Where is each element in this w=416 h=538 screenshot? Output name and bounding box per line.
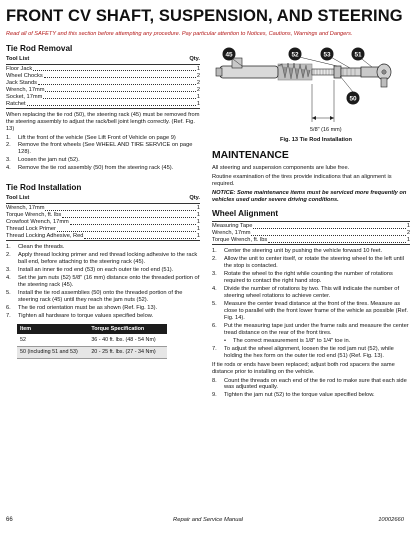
tool-name: Ratchet [6,100,26,107]
tool-list-label: Tool List [6,195,30,202]
step-item [212,378,410,392]
svg-text:45: 45 [225,51,233,59]
step-text: Install the tie rod assemblies (50) onto the threaded portion of the steering rack (45) until they reach the jam nuts (52). [18,289,183,303]
step-text: Measure the center tread distance at the front of the tires. Measure as close to parallel with the front lower frame of the vehicle as possible (Ref. Fig. 14). [224,300,408,321]
tool-name: Thread Lock Primer [6,226,56,233]
step-text: Center the steering unit by pushing the vehicle forward 10 feet. [224,248,383,255]
tool-row [6,87,200,94]
bullet-icon: • [224,337,226,344]
tool-row [212,237,410,244]
removal-tool-list [6,66,200,108]
tool-name: Jack Stands [6,79,37,86]
step-text: Rotate the wheel to the right while counting the number of rotations required to contact the right hand stop. [224,271,393,285]
torque-table [17,324,167,360]
step-number: 7. [6,312,11,319]
tool-qty: 1 [196,212,200,219]
callout-52 [289,48,302,61]
step-item [212,271,410,285]
step-item [6,290,200,304]
tie-rod-installation-section [6,183,200,359]
step-number: 4. [6,165,11,172]
qty-label: Qty. [189,195,200,202]
tool-row [6,80,200,87]
bullet-item [224,338,410,345]
tool-row [6,212,200,219]
page-number: 66 [6,517,13,523]
document-number: 10002660 [378,517,404,523]
tool-qty: 1 [196,100,200,107]
step-text: Loosen the jam nut (52). [18,157,80,164]
step-text: Tighten all hardware to torque values specified below. [18,312,154,319]
table-cell: 20 - 25 ft. lbs. (27 - 34 Nm) [88,346,167,359]
step-item [212,248,410,255]
wheel-alignment-heading: Wheel Alignment [212,209,279,219]
wheel-alignment-section [212,209,410,399]
step-number: 9. [212,392,217,399]
tool-qty: 1 [196,93,200,100]
manual-title: Repair and Service Manual [173,517,243,523]
step-number: 3. [212,271,217,278]
left-column [6,44,200,359]
tool-list-header [6,56,200,65]
tool-row [6,205,200,212]
svg-text:53: 53 [323,51,331,59]
step-item [212,301,410,322]
step-item [6,135,200,142]
qty-label: Qty. [189,56,200,62]
step-text: Set the jam nuts (52) 5/8" (16 mm) distance onto the threaded portion of the steering rack (45). [18,274,200,288]
step-number: 1. [6,244,11,251]
tool-row [6,226,200,233]
step-item [6,252,200,266]
step-text: The tie rod orientation must be as shown (Ref. Fig. 13). [18,304,158,311]
torque-header-item: Item [17,324,88,335]
tool-name: Crowfoot Wrench, 17mm [6,219,69,226]
svg-text:52: 52 [291,51,299,59]
tool-name: Socket, 17mm [6,93,43,100]
tool-list-header [6,195,200,204]
tool-row [6,66,200,73]
tool-name: Wheel Chocks [6,72,43,79]
step-text: Put the measuring tape just under the frame rails and measure the center tread distance on the rear of the front tires. [224,322,409,336]
maintenance-paragraph: All steering and suspension components are lube free. [212,164,350,171]
tool-row [6,101,200,108]
step-text: Remove the tie rod assembly (50) from the steering rack (45). [18,165,174,172]
step-number: 4. [6,274,11,281]
callout-45 [223,48,236,61]
tool-qty: 2 [196,72,200,79]
step-number: 5. [6,289,11,296]
step-number: 5. [212,300,217,307]
step-number: 6. [6,304,11,311]
step-text: Apply thread locking primer and red thread locking adhesive to the rack ball end, before attaching to the steering rack (45). [18,251,198,265]
dimension-indicator [312,80,334,122]
tool-row [212,223,410,230]
tool-row [6,94,200,101]
table-cell: 50 (including 51 and 53) [17,346,88,359]
step-number: 4. [212,286,217,293]
table-row [17,346,167,359]
step-text: Remove the front wheels (See WHEEL AND TIRE SERVICE on page 128). [18,142,193,156]
tool-qty: 1 [196,205,200,212]
tool-qty: 2 [406,230,410,237]
step-item [212,256,410,270]
tool-qty: 2 [196,86,200,93]
alignment-tool-list [212,223,410,244]
tool-row [212,230,410,237]
tool-name: Measuring Tape [212,223,253,230]
page-title: FRONT CV SHAFT, SUSPENSION, AND STEERING [6,7,403,25]
tool-qty: 1 [406,223,410,230]
tie-rod-installation-heading: Tie Rod Installation [6,183,82,193]
tool-name: Torque Wrench, ft. lbs [6,212,62,219]
tool-name: Wrench, 17mm [212,230,251,237]
step-item [6,275,200,289]
tool-name: Torque Wrench, ft. lbs [212,237,268,244]
step-item [212,323,410,337]
step-item [6,165,200,172]
tool-qty: 1 [196,219,200,226]
figure-caption: Fig. 13 Tie Rod Installation [280,137,352,143]
step-item [212,346,410,360]
step-number: 3. [6,157,11,164]
step-number: 1. [6,134,11,141]
step-text: Lift the front of the vehicle (See Lift Front of Vehicle on page 9) [18,134,176,141]
callout-53 [321,48,334,61]
tool-qty: 1 [196,226,200,233]
step-text: Allow the unit to center itself, or rotate the steering wheel to the left until the stop is contacted. [224,256,404,270]
tie-rod-removal-heading: Tie Rod Removal [6,44,73,53]
callout-50 [347,92,360,105]
tool-name: Wrench, 17mm [6,205,45,212]
step-number: 3. [6,266,11,273]
step-text: Clean the threads. [18,244,65,251]
tie-rod-figure [212,44,410,148]
table-cell: 36 - 40 ft. lbs. (48 - 54 Nm) [88,334,167,346]
tool-qty: 1 [196,65,200,72]
step-text: Divide the number of rotations by two. This will indicate the number of steering wheel rotations to achieve center. [224,286,400,300]
table-row [17,334,167,346]
inner-tie-rod-end-drawing [341,68,361,76]
bullet-text: The correct measurement is 1/8" to 1/4" toe in. [233,337,351,344]
torque-header-spec: Torque Specification [88,324,167,335]
callout-51 [352,48,365,61]
tool-name: Wrench, 17mm [6,86,45,93]
dimension-label: 5/8" (16 mm) [310,127,342,133]
tool-list-label: Tool List [6,56,30,62]
step-item [6,157,200,164]
step-number: 2. [6,251,11,258]
step-number: 6. [212,322,217,329]
tool-name: Thread Locking Adhesive, Red [6,233,84,240]
step-item [212,286,410,300]
step-item [6,305,200,312]
table-cell: 52 [17,334,88,346]
tie-rod-removal-section [6,44,200,172]
installation-tool-list [6,205,200,240]
step-item [212,392,410,399]
step-number: 8. [212,377,217,384]
step-text: Count the threads on each end of the tie rod to make sure that each side was adjusted equally. [224,377,407,391]
step-text: Install an inner tie rod end (53) on each outer tie rod end (51). [18,266,174,273]
step-number: 2. [212,256,217,263]
tool-qty: 1 [406,237,410,244]
maintenance-paragraph: Routine examination of the tires provide indications that an alignment is required. [212,173,392,187]
tool-qty: 2 [196,79,200,86]
maintenance-heading: MAINTENANCE [212,150,289,161]
step-item [6,142,200,156]
maintenance-notice: NOTICE: Some maintenance items must be serviced more frequently on vehicles used under severe driving conditions. [212,189,407,203]
safety-warning: Read all of SAFETY and this section before attempting any procedure. Pay particular attention to Notices, Cautions, Warnings and Dangers. [6,31,353,37]
step-text: Tighten the jam nut (52) to the torque value specified below. [224,392,375,399]
svg-text:51: 51 [354,51,362,59]
maintenance-section [212,150,410,203]
tool-row [6,73,200,80]
alignment-note: If tie rods or ends have been replaced; adjust both rod spacers the same distance prior to installing on the vehicle. [212,361,395,375]
tool-name: Floor Jack [6,65,33,72]
removal-intro: When replacing the tie rod (50), the steering rack (45) must be removed from the steering assembly to adjust the rack/bell joint length correctly. (Ref. Fig. 13) [6,111,200,132]
tool-qty: 1 [196,233,200,240]
tool-row [6,219,200,226]
step-item [6,313,200,320]
step-number: 2. [6,142,11,149]
tool-row [6,233,200,240]
svg-text:50: 50 [349,95,357,103]
step-text: To adjust the wheel alignment, loosen the tie rod jam nut (52), while holding the hex form on the outer tie rod end (51) (Ref. Fig. 13). [224,345,394,359]
step-number: 7. [212,345,217,352]
outer-tie-rod-end-drawing [361,64,391,87]
step-item [6,244,200,251]
step-item [6,267,200,274]
right-column [212,44,410,400]
step-number: 1. [212,248,217,255]
